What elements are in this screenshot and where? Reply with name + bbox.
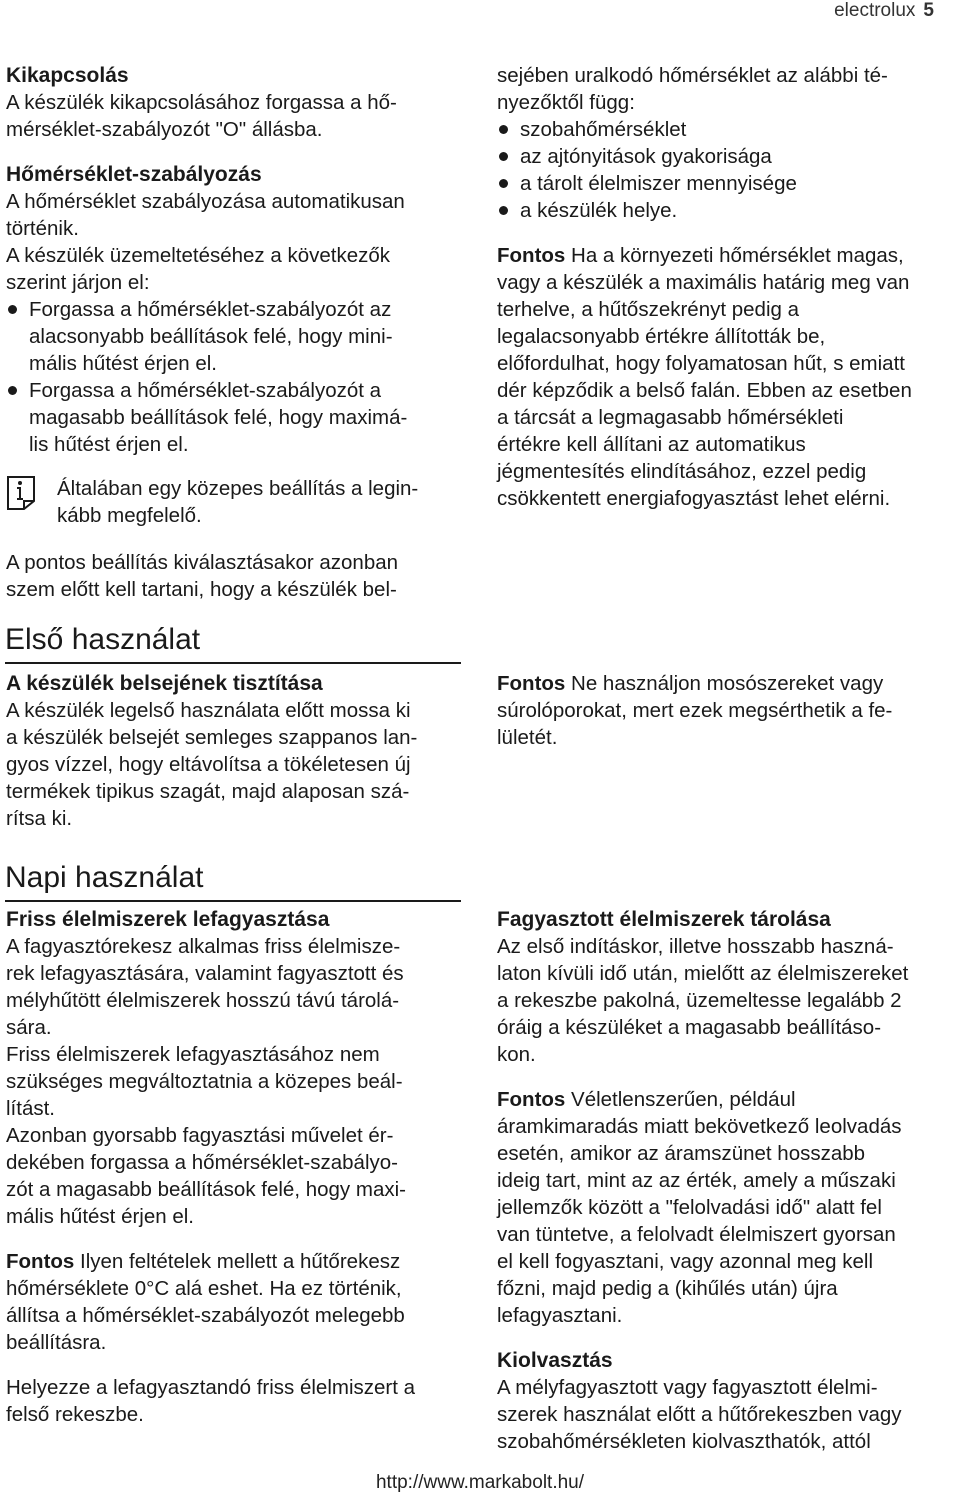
- temp-line: A hőmérséklet szabályozása automatikusan: [6, 190, 405, 213]
- cont-line: nyezőktől függ:: [497, 91, 635, 114]
- important-label: Fontos: [6, 1250, 75, 1273]
- list-item: a készülék helye.: [497, 197, 960, 224]
- off-line: A készülék kikapcsolásához forgassa a hő-: [6, 91, 397, 114]
- info-line: Általában egy közepes beállítás a legin-: [57, 477, 419, 500]
- list-item: szobahőmérséklet: [497, 116, 960, 143]
- cleaning-title: A készülék belsejének tisztítása: [6, 672, 323, 695]
- temp-bullet-list: [6, 296, 466, 458]
- list-item: Forgassa a hőmérséklet-szabályozót az alacsonyabb beállítások felé, hogy mini- mális hűtést érjen el.: [6, 296, 466, 377]
- important-label: Fontos: [497, 672, 566, 695]
- temp-title: Hőmérséklet-szabályozás: [6, 163, 262, 186]
- off-title: Kikapcsolás: [6, 64, 129, 87]
- page-number: 5: [923, 0, 934, 21]
- cont-line: sejében uralkodó hőmérséklet az alábbi té-: [497, 64, 888, 87]
- important-note: Fontos Véletlenszerűen, például áramkimaradás miatt bekövetkező leolvadás esetén, amikor az áramszünet hosszabb ideig tart, mint az az érték, amely a műszaki jellemzők között a "felolvadási idő" alatt fel van tüntetve, a felolvadt élelmiszert gyorsan el kell fogyasztani, vagy azonnal meg kell főzni, majd pedig a (kihűlés után) újra lefagyasztani.: [497, 1088, 902, 1327]
- daily-use-right: Fagyasztott élelmiszerek tárolása Az első indításkor, illetve hosszabb haszná- laton kívüli idő után, mielőtt az élelmiszereket a rekeszbe pakolná, üzemeltesse legalább 2 óráig a készüléket a magasabb beállításo- kon. Fontos Véletlenszerűen, például áramkimaradás miatt bekövetkező leolvadás esetén, amikor az áramszünet hosszabb ideig tart, mint az az érték, amely a műszaki jellemzők között a "felolvadási idő" alatt fel van tüntetve, a felolvadt élelmiszert gyorsan el kell fogyasztani, vagy azonnal meg kell főzni, majd pedig a (kihűlés után) újra lefagyasztani. Kiolvasztás A mélyfagyasztott vagy fagyasztott élelmi- szerek használat előtt a hűtőrekeszben vagy szobahőmérsékleten kiolvaszthatók, attól: [497, 906, 960, 1455]
- important-label: Fontos: [497, 244, 566, 267]
- section-rule: [5, 662, 461, 664]
- off-line: mérséklet-szabályozót "O" állásba.: [6, 118, 323, 141]
- top-right-column: [497, 62, 960, 512]
- list-item: az ajtónyitások gyakorisága: [497, 143, 960, 170]
- daily-use-left: Friss élelmiszerek lefagyasztása A fagyasztórekesz alkalmas friss élelmisze- rek lefagyasztására, valamint fagyasztott és mélyhűtött élelmiszerek hosszú távú tárolá- sára. Friss élelmiszerek lefagyasztásához nem szükséges megváltoztatnia a közepes beál- lítást. Azonban gyorsabb fagyasztási művelet ér- dekében forgassa a hőmérséklet-szabályo- zót a magasabb beállítások felé, hogy maxi- mális hűtést érjen el. Fontos Ilyen feltételek mellett a hűtőrekesz hőmérséklete 0°C alá eshet. Ha ez történik, állítsa a hőmérséklet-szabályozót melegebb beállításra. Helyezze a lefagyasztandó friss élelmiszert a felső rekeszbe.: [6, 906, 476, 1428]
- page-header: [834, 0, 934, 22]
- temp-line: történik.: [6, 217, 79, 240]
- first-use-left: A készülék belsejének tisztítása A készülék legelső használata előtt mossa ki a készülék belsejét semleges szappanos lan- gyos vízzel, hogy eltávolítsa a tökéletesen új termékek tipikus szagát, majd alaposan szá- rítsa ki.: [6, 670, 466, 832]
- top-left-column: [6, 62, 466, 603]
- temp-line: szerint járjon el:: [6, 271, 150, 294]
- thaw-title: Kiolvasztás: [497, 1349, 613, 1372]
- info-line: kább megfelelő.: [57, 504, 202, 527]
- brand-name: electrolux: [834, 0, 916, 21]
- important-note: Fontos Ha a környezeti hőmérséklet magas, vagy a készülék a maximális határig meg van terhelve, a hűtőszekrényt pedig a legalacsonyabb értékre állították be, előfordulhat, hogy folyamatosan hűt, s emiatt dér képződik a belső falán. Ebben az esetben a tárcsát a legmagasabb hőmérsékleti értékre kell állítani az automatikus jégmentesítés elindításához, ezzel pedig csökkentett energiafogyasztást lehet elérni.: [497, 244, 912, 510]
- section-title-first-use: Első használat: [5, 623, 201, 656]
- section-rule: [5, 900, 461, 902]
- list-item: Forgassa a hőmérséklet-szabályozót a magasabb beállítások felé, hogy maximá- lis hűtést érjen el.: [6, 377, 466, 458]
- freeze-title: Friss élelmiszerek lefagyasztása: [6, 908, 330, 931]
- after-line: A pontos beállítás kiválasztásakor azonban: [6, 551, 399, 574]
- temp-line: A készülék üzemeltetéséhez a következők: [6, 244, 391, 267]
- after-line: szem előtt kell tartani, hogy a készülék bel-: [6, 578, 397, 601]
- factor-bullet-list: [497, 116, 960, 224]
- important-label: Fontos: [497, 1088, 566, 1111]
- store-title: Fagyasztott élelmiszerek tárolása: [497, 908, 831, 931]
- info-icon: [6, 475, 36, 511]
- section-title-daily-use: Napi használat: [5, 861, 204, 894]
- important-note: Fontos Ilyen feltételek mellett a hűtőrekesz hőmérséklete 0°C alá eshet. Ha ez történik, állítsa a hőmérséklet-szabályozót melegebb beállításra.: [6, 1250, 405, 1354]
- first-use-right: Fontos Ne használjon mosószereket vagy súrolóporokat, mert ezek megsérthetik a fe- lületét.: [497, 672, 893, 749]
- list-item: a tárolt élelmiszer mennyisége: [497, 170, 960, 197]
- info-note: [6, 475, 466, 529]
- footer-url: http://www.markabolt.hu/: [375, 1472, 585, 1493]
